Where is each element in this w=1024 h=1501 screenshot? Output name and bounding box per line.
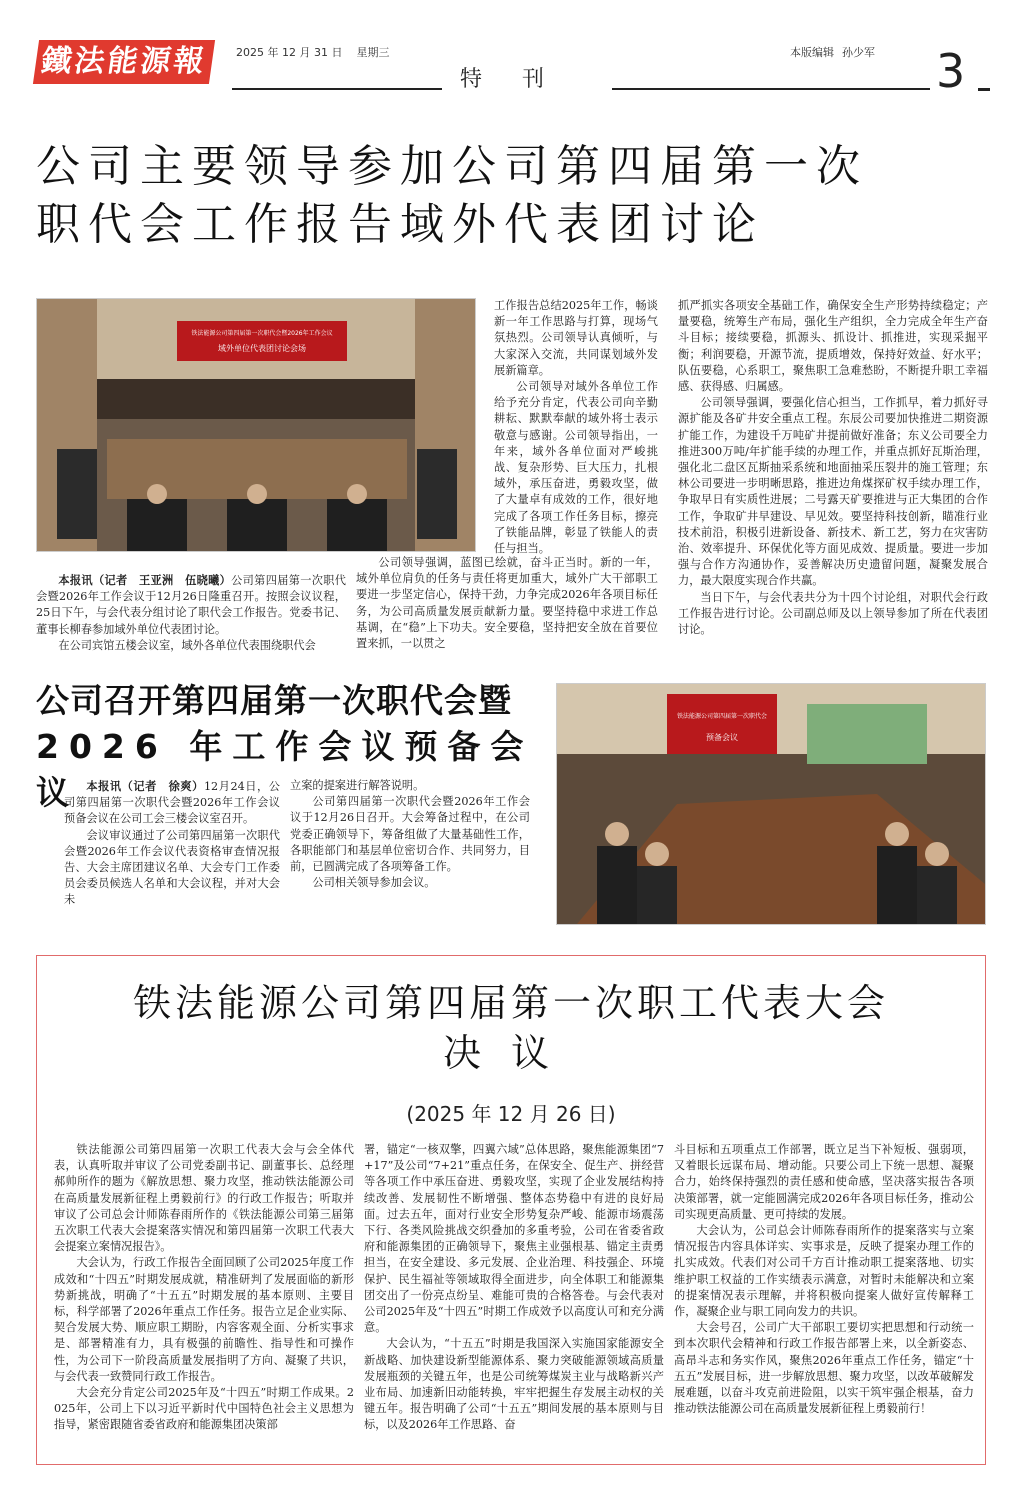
article1-photo (36, 298, 476, 552)
article2-lead: 12月24日，公司第四届第一次职代会暨2026年工作会议预备会议在公司工会三楼会议室召开。 (64, 780, 280, 826)
article1-headline-line1: 公司主要领导参加公司第四届第一次 (36, 141, 868, 192)
resolution-paragraph: 大会认为，行政工作报告全面回顾了公司2025年度工作成效和“十四五”时期发展成就，精准研判了发展面临的新形势新挑战，明确了“十五五”时期发展的基本原则、主要目标，科学部署了2026年重点工作任务。报告立足企业实际、契合发展大势、顺应职工期盼，内容客观全面、分析实事求是、部署精准有力，具有极强的前瞻性、指导性和可操作性，为公司下一阶段高质量发展指明了方向、凝聚了共识，与会代表一致赞同行政工作报告。 (54, 1256, 354, 1383)
newspaper-logo: 鐵法能源報 (33, 40, 215, 84)
resolution-paragraph: 大会认为，“十五五”时期是我国深入实施国家能源安全新战略、加快建设新型能源体系、聚力突破能源领域高质量发展瓶颈的关键五年，也是公司统筹煤炭主业与战略新兴产业布局、加速新旧动能转换，牢牢把握生存发展主动权的关键五年。报告明确了公司“十五五”期间发展的基本原则与目标，以及2026年工作思路、奋 (364, 1337, 664, 1432)
article2-photo (556, 683, 986, 925)
resolution-date: (2025 年 12 月 26 日) (406, 1102, 616, 1126)
meeting-room-illustration (37, 299, 475, 551)
resolution-paragraph: 大会号召，公司广大干部职工要切实把思想和行动统一到本次职代会精神和行政工作报告部署上来，以全新姿态、高昂斗志和务实作风，聚焦2026年重点工作任务，锚定“十五五”发展目标，进一步解放思想、聚力攻坚，以改革破解发展难题，以奋斗攻克前进险阻，以实干筑牢强企根基，奋力推动铁法能源公司在高质量发展新征程上勇毅前行！ (674, 1321, 974, 1416)
article2-paragraph (64, 778, 280, 828)
article2-byline: 本报讯（记者 徐爽） (86, 779, 204, 793)
article1-headline (36, 138, 996, 254)
resolution-paragraph: 大会认为，公司总会计师陈春雨所作的提案落实与立案情况报告内容具体详实、实事求是，反映了提案办理工作的扎实成效。代表们对公司千方百计推动职工提案落地、切实维护职工权益的工作实绩表示满意，对暂时未能解决和立案的提案情况表示理解，并将积极向提案人做好宣传解释工作，凝聚企业与职工同向发力的共识。 (674, 1224, 974, 1319)
article2-paragraph: 公司相关领导参加会议。 (312, 876, 436, 890)
header-rule-right (612, 88, 930, 90)
editor-label: 本版编辑 (790, 46, 834, 59)
article2-paragraph: 公司第四届第一次职代会暨2026年工作会议于12月26日召开。大会筹备过程中，在公司党委正确领导下，筹备组做了大量基础性工作，各职能部门和基层单位密切合作、共同努力，目前，已圆满完成了各项筹备工作。 (290, 795, 530, 874)
article1-paragraph (36, 572, 346, 638)
article1-paragraph: 当日下午，与会代表共分为十四个讨论组，对职代会行政工作报告进行讨论。公司副总师及以上领导参加了所在代表团讨论。 (678, 590, 988, 637)
page-number-dash (978, 88, 990, 91)
article2-headline-line2: 2026 年工作会议预备会议 (36, 727, 534, 812)
issue-date (236, 44, 403, 60)
resolution-paragraph: 斗目标和五项重点工作部署，既立足当下补短板、强弱项，又着眼长远谋布局、增动能。只要公司上下统一思想、凝聚合力，始终保持强烈的责任感和使命感，坚决落实报告各项决策部署，就一定能圆满完成2026年各项目标任务，推动公司实现更高质量、更可持续的发展。 (674, 1143, 974, 1221)
article1-paragraph: 公司领导强调，要强化信心担当，工作抓早，着力抓好寻源扩能及各矿井安全重点工程。东辰公司要加快推进二期资源扩能工作，为建设千万吨矿井提前做好准备；东义公司要全力推进300万吨/年扩能手续的办理工作，并重点抓好瓦斯治理，强化北二盘区瓦斯抽采系统和地面抽采压裂井的施工管理；东林公司要进一步明晰思路，推进边角煤探矿权手续办理工作，争取早日有实质性进展；二号露天矿要推进与正大集团的合作工作，争取矿井早建设、早见效。要坚持科技创新，瞄准行业技术前沿，积极引进新设备、新技术、新工艺，努力在灾害防治、效率提升、环保优化等方面见成效、提质量。要进一步加强与合作方沟通协作，妥善解决历史遗留问题，凝聚发展合力，最大限度实现合作共赢。 (678, 396, 988, 588)
resolution-paragraph: 大会充分肯定公司2025年及“十四五”时期工作成果。2025年，公司上下以习近平新时代中国特色社会主义思想为指导，紧密跟随省委省政府和能源集团决策部 (54, 1386, 354, 1432)
article1-headline-line2: 职代会工作报告域外代表团讨论 (36, 199, 764, 250)
article1-paragraph: 公司领导对域外各单位工作给予充分肯定，代表公司向辛勤耕耘、默默奉献的域外将士表示敬意与感谢。公司领导指出，一年来，域外各单位面对严峻挑战、复杂形势、巨大压力，扎根域外，承压奋进，勇毅攻坚，做了大量卓有成效的工作，很好地完成了各项工作任务目标，擦亮了铁能品牌，彰显了铁能人的责任与担当。 (494, 380, 658, 556)
resolution-title (40, 978, 982, 1078)
article1-banner-text: 铁法能源公司第四届第一次职代会暨2026年工作会议 (191, 330, 333, 337)
article1-column-2a (494, 298, 658, 557)
article1-paragraph: 抓严抓实各项安全基础工作，确保安全生产形势持续稳定；产量要稳，统筹生产布局，强化生产组织，全力完成全年生产奋斗目标；接续要稳，抓源头、抓设计、抓推进，实现采掘平衡；利润要稳，开源节流，提质增效，保持好效益、好水平；队伍要稳，心系职工，聚焦职工急难愁盼，不断提升职工幸福感、获得感、归属感。 (678, 299, 988, 394)
resolution-title-line2: 决议 (442, 1031, 579, 1075)
conference-table-illustration (557, 684, 985, 924)
weekday-text: 星期三 (356, 46, 390, 59)
date-text: 2025 年 12 月 31 日 (236, 46, 343, 59)
resolution-column-3 (674, 1142, 974, 1417)
article1-paragraph: 公司领导强调，蓝图已绘就，奋斗正当时。新的一年，域外单位肩负的任务与责任将更加重大，域外广大干部职工要进一步坚定信心，保持干劲，力争完成2026年各项目标任务，为公司高质量发展贡献新力量。要坚持稳中求进工作总基调，在“稳”上下功夫。安全要稳，坚持把安全放在首要位置来抓，一以贯之 (356, 556, 658, 651)
article2-paragraph: 立案的提案进行解答说明。 (290, 779, 425, 792)
page-number: 3 (936, 44, 966, 98)
resolution-paragraph: 署，锚定“一核双擎，四翼六域”总体思路，聚焦能源集团“7+17”及公司“7+21”重点任务，在保安全、促生产、拼经营等各项工作中承压奋进、勇毅攻坚，实现了企业发展结构持续改善、发展韧性不断增强、整体态势稳中有进的良好局面。过去五年，面对行业安全形势复杂严峻、能源市场震荡下行、各类风险挑战交织叠加的多重考验，公司在省委省政府和能源集团的正确领导下，聚焦主业强根基、锚定主责勇担当，在安全建设、多元发展、企业治理、科技强企、环境保护、民生福祉等领域取得全面进步，向全体职工和能源集团交出了一份亮点纷呈、难能可贵的合格答卷。与会代表对公司2025年及“十四五”时期工作成效予以高度认可和充分满意。 (364, 1143, 664, 1335)
resolution-title-line1: 铁法能源公司第四届第一次职工代表大会 (132, 981, 889, 1025)
article1-lead: 公司第四届第一次职代会暨2026年工作会议于12月26日隆重召开。按照会议议程，25日下午，与会代表分组讨论了职代会工作报告。党委书记、董事长柳春参加域外单位代表团讨论。 (36, 574, 346, 636)
editor-credit (790, 44, 883, 60)
svg-text:预备会议: 预备会议 (706, 733, 738, 742)
resolution-paragraph: 铁法能源公司第四届第一次职工代表大会与会全体代表，认真听取并审议了公司党委副书记、副董事长、总经理郝帅所作的题为《解放思想、聚力攻坚，推动铁法能源公司在高质量发展新征程上勇毅前行》的行政工作报告；听取并审议了公司总会计师陈春雨所作的《铁法能源公司第三届第五次职工代表大会提案落实情况和第四届第一次职工代表大会提案立案情况报告》。 (54, 1143, 354, 1254)
article2-headline-line1: 公司召开第四届第一次职代会暨 (36, 681, 512, 720)
svg-text:域外单位代表团讨论会场: 域外单位代表团讨论会场 (218, 344, 306, 353)
svg-text:铁法能源公司第四届第一次职代会: 铁法能源公司第四届第一次职代会 (676, 713, 768, 720)
article2-column-2 (290, 778, 530, 891)
article1-column-3 (678, 298, 988, 638)
resolution-column-1 (54, 1142, 354, 1434)
resolution-column-2 (364, 1142, 664, 1434)
article2-paragraph: 会议审议通过了公司第四届第一次职代会暨2026年工作会议代表资格审查情况报告、大会主席团建议名单、大会专门工作委员会委员候选人名单和大会议程，并对大会未 (64, 828, 280, 907)
article1-byline: 本报讯（记者 王亚洲 伍晓曦） (58, 573, 232, 587)
article2-column-1 (64, 778, 280, 909)
article1-paragraph: 在公司宾馆五楼会议室，域外各单位代表围绕职代会 (58, 638, 316, 652)
article1-column-2b (356, 555, 658, 655)
header-rule-left (232, 88, 442, 90)
editor-name: 孙少军 (842, 46, 875, 59)
article1-paragraph: 工作报告总结2025年工作，畅谈新一年工作思路与打算，现场气氛热烈。公司领导认真倾听，与大家深入交流，共同谋划域外发展新篇章。 (494, 299, 658, 377)
article1-column-1 (36, 572, 346, 654)
section-title: 特刊 (460, 67, 585, 92)
